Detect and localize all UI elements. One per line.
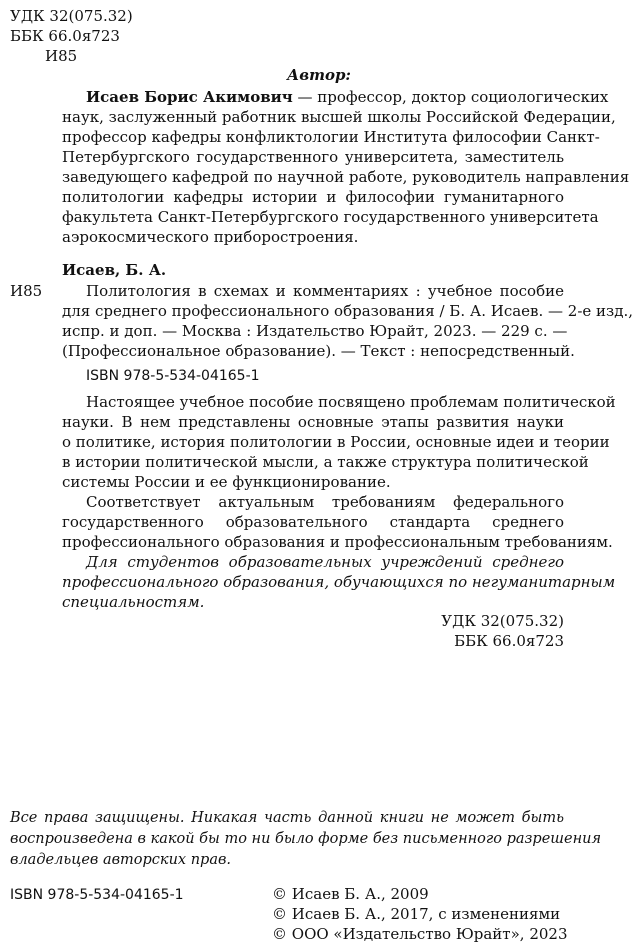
author-bio-first-line xyxy=(86,88,608,106)
audience-line: специальностям. xyxy=(62,593,205,611)
bib-description-line: Политология в схемах и комментариях : учебное пособие xyxy=(86,282,564,300)
copyright-line: © ООО «Издательство Юрайт», 2023 xyxy=(272,925,568,943)
rights-line: воспроизведена в какой бы то ни было форме без письменного разрешения xyxy=(10,831,602,847)
author-name: Исаев Борис Акимович xyxy=(86,88,293,106)
author-bio-line: наук, заслуженный работник высшей школы Российской Федерации, xyxy=(62,108,616,126)
bib-author-heading: Исаев, Б. А. xyxy=(62,261,167,279)
standard-line: государственного образовательного стандарта среднего xyxy=(62,513,564,531)
author-bio-line: аэрокосмического приборостроения. xyxy=(62,228,359,246)
bib-isbn: ISBN 978-5-534-04165-1 xyxy=(86,368,260,384)
annotation-line: в истории политической мысли, а также структура политической xyxy=(62,453,589,471)
copyright-line: © Исаев Б. А., 2009 xyxy=(272,885,429,903)
bib-author-mark: И85 xyxy=(10,282,43,300)
standard-line: профессионального образования и профессиональным требованиям. xyxy=(62,533,613,551)
author-mark-top: И85 xyxy=(45,47,78,65)
rights-line: владельцев авторских прав. xyxy=(10,852,232,868)
standard-line: Соответствует актуальным требованиям федерального xyxy=(86,493,564,511)
author-bio-line: Петербургского государственного университета, заместитель xyxy=(62,148,564,166)
udk-code-top: УДК 32(075.32) xyxy=(10,7,133,25)
udk-code-bottom: УДК 32(075.32) xyxy=(441,612,564,630)
bib-description-line: испр. и доп. — Москва : Издательство Юрайт, 2023. — 229 с. — xyxy=(62,322,568,340)
rights-line: Все права защищены. Никакая часть данной книги не может быть xyxy=(10,810,564,826)
annotation-line: системы России и ее функционирование. xyxy=(62,473,391,491)
bbk-code-bottom: ББК 66.0я723 xyxy=(454,632,564,650)
annotation-line: о политике, история политологии в России, основные идеи и теории xyxy=(62,433,610,451)
author-bio-line: факультета Санкт-Петербургского государственного университета xyxy=(62,208,599,226)
author-bio-line: заведующего кафедрой по научной работе, руководитель направления xyxy=(62,168,630,186)
author-bio-line: — профессор, доктор социологических xyxy=(292,88,609,106)
audience-line: профессионального образования, обучающихся по негуманитарным xyxy=(62,573,616,591)
bbk-code-top: ББК 66.0я723 xyxy=(10,27,120,45)
annotation-line: науки. В нем представлены основные этапы развития науки xyxy=(62,413,564,431)
copyright-line: © Исаев Б. А., 2017, с изменениями xyxy=(272,905,561,923)
bib-description-line: для среднего профессионального образования / Б. А. Исаев. — 2-е изд., xyxy=(62,302,633,320)
author-bio-line: политологии кафедры истории и философии гуманитарного xyxy=(62,188,564,206)
annotation-line: Настоящее учебное пособие посвящено проблемам политической xyxy=(86,393,616,411)
bib-description-line: (Профессиональное образование). — Текст : непосредственный. xyxy=(62,342,575,360)
footer-isbn: ISBN 978-5-534-04165-1 xyxy=(10,887,184,903)
audience-line: Для студентов образовательных учреждений среднего xyxy=(86,553,564,571)
author-heading: Автор: xyxy=(287,66,351,84)
author-bio-line: профессор кафедры конфликтологии Института философии Санкт- xyxy=(62,128,600,146)
